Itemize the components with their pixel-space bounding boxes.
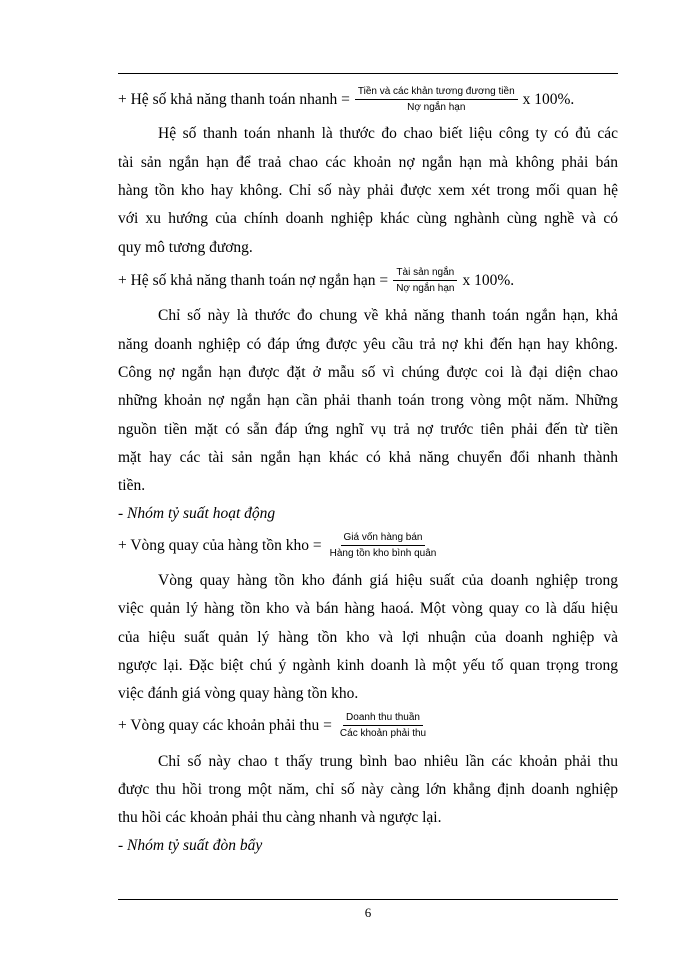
paragraph-line: của hiệu suất quản lý hàng tồn kho và lợi nhuận của doanh nghiệp và: [118, 629, 618, 646]
paragraph-line: được thu hồi trong một năm, chỉ số này càng lớn khẳng định doanh nghiệp: [118, 781, 618, 798]
paragraph-line: nguồn tiền mặt có sẵn đáp ứng nghĩ vụ trả nợ trước tiên phải đến từ tiền: [118, 421, 618, 438]
formula-inventory-turnover: [118, 531, 618, 560]
formula-prefix: + Hệ số khả năng thanh toán nợ ngắn hạn =: [118, 271, 389, 289]
fraction: [327, 531, 440, 560]
paragraph-line: Chỉ số này chao t thấy trung bình bao nhiêu lần các khoản phải thu: [158, 753, 618, 770]
formula-prefix: + Vòng quay các khoản phải thu =: [118, 716, 332, 734]
formula-suffix: x 100%.: [522, 90, 575, 108]
fraction-numerator: Tài sản ngắn: [393, 266, 457, 281]
paragraph-line: Công nợ ngắn hạn được đặt ở mẫu số vì chúng được coi là đại diện chao: [118, 364, 618, 381]
fraction-denominator: Hàng tồn kho bình quân: [329, 548, 437, 559]
paragraph-line: năng doanh nghiệp có đáp ứng được yêu cầu trả nợ khi đến hạn hay không.: [118, 336, 618, 353]
fraction-denominator: Các khoản phải thu: [339, 728, 427, 739]
paragraph-line: Chỉ số này là thước đo chung về khả năng thanh toán ngắn hạn, khả: [158, 307, 618, 324]
paragraph-line: những khoản nợ ngắn hạn cần phải thanh toán trong vòng một năm. Những: [118, 392, 618, 409]
formula-suffix: x 100%.: [462, 271, 515, 289]
formula-prefix: + Hệ số khả năng thanh toán nhanh =: [118, 90, 350, 108]
fraction-numerator: Giá vốn hàng bán: [341, 531, 426, 546]
footer-rule: [118, 899, 618, 900]
paragraph-line: với xu hướng của chính doanh nghiệp khác cùng nghành cùng nghề và có: [118, 210, 618, 227]
paragraph-line: tài sản ngắn hạn để traả chao các khoản nợ ngắn hạn mà không phải bán: [118, 154, 618, 171]
paragraph-line: Vòng quay hàng tồn kho đánh giá hiệu suất của doanh nghiệp trong: [158, 572, 618, 589]
fraction: [393, 266, 457, 295]
formula-current-ratio: [118, 266, 618, 295]
header-rule: [118, 73, 618, 74]
page-number: 6: [364, 905, 372, 920]
fraction: [355, 85, 518, 114]
paragraph-line: tiền.: [118, 477, 146, 494]
paragraph-line: Hệ số thanh toán nhanh là thước đo chao biết liệu công ty có đủ các: [158, 125, 618, 142]
paragraph-line: hàng tồn kho hay không. Chỉ số này phải được xem xét trong mối quan hệ: [118, 182, 618, 199]
formula-quick-ratio: [118, 85, 618, 114]
formula-receivables-turnover: [118, 711, 618, 740]
paragraph-line: việc đánh giá vòng quay hàng tồn kho.: [118, 685, 359, 702]
paragraph-line: thu hồi các khoản phải thu càng nhanh và ngược lại.: [118, 809, 442, 826]
paragraph-line: việc quản lý hàng tồn kho và bán hàng haoá. Một vòng quay co là dấu hiệu: [118, 600, 618, 617]
fraction-denominator: Nợ ngắn hạn: [407, 102, 466, 113]
section-heading-activity: - Nhóm tỷ suất hoạt động: [118, 505, 276, 522]
paragraph-line: mặt hay các tài sản ngắn hạn khác có khả năng chuyển đổi nhanh thành: [118, 449, 618, 466]
section-heading-leverage: - Nhóm tỷ suất đòn bẩy: [118, 837, 263, 854]
paragraph-line: ngược lại. Đặc biệt chú ý ngành kinh doanh là một yếu tố quan trọng trong: [118, 657, 618, 674]
fraction: [337, 711, 429, 740]
fraction-numerator: Doanh thu thuần: [343, 711, 423, 726]
paragraph-line: quy mô tương đương.: [118, 239, 253, 256]
fraction-denominator: Nợ ngắn hạn: [396, 283, 455, 294]
formula-prefix: + Vòng quay của hàng tồn kho =: [118, 536, 322, 554]
fraction-numerator: Tiền và các khản tương đương tiền: [355, 85, 518, 100]
